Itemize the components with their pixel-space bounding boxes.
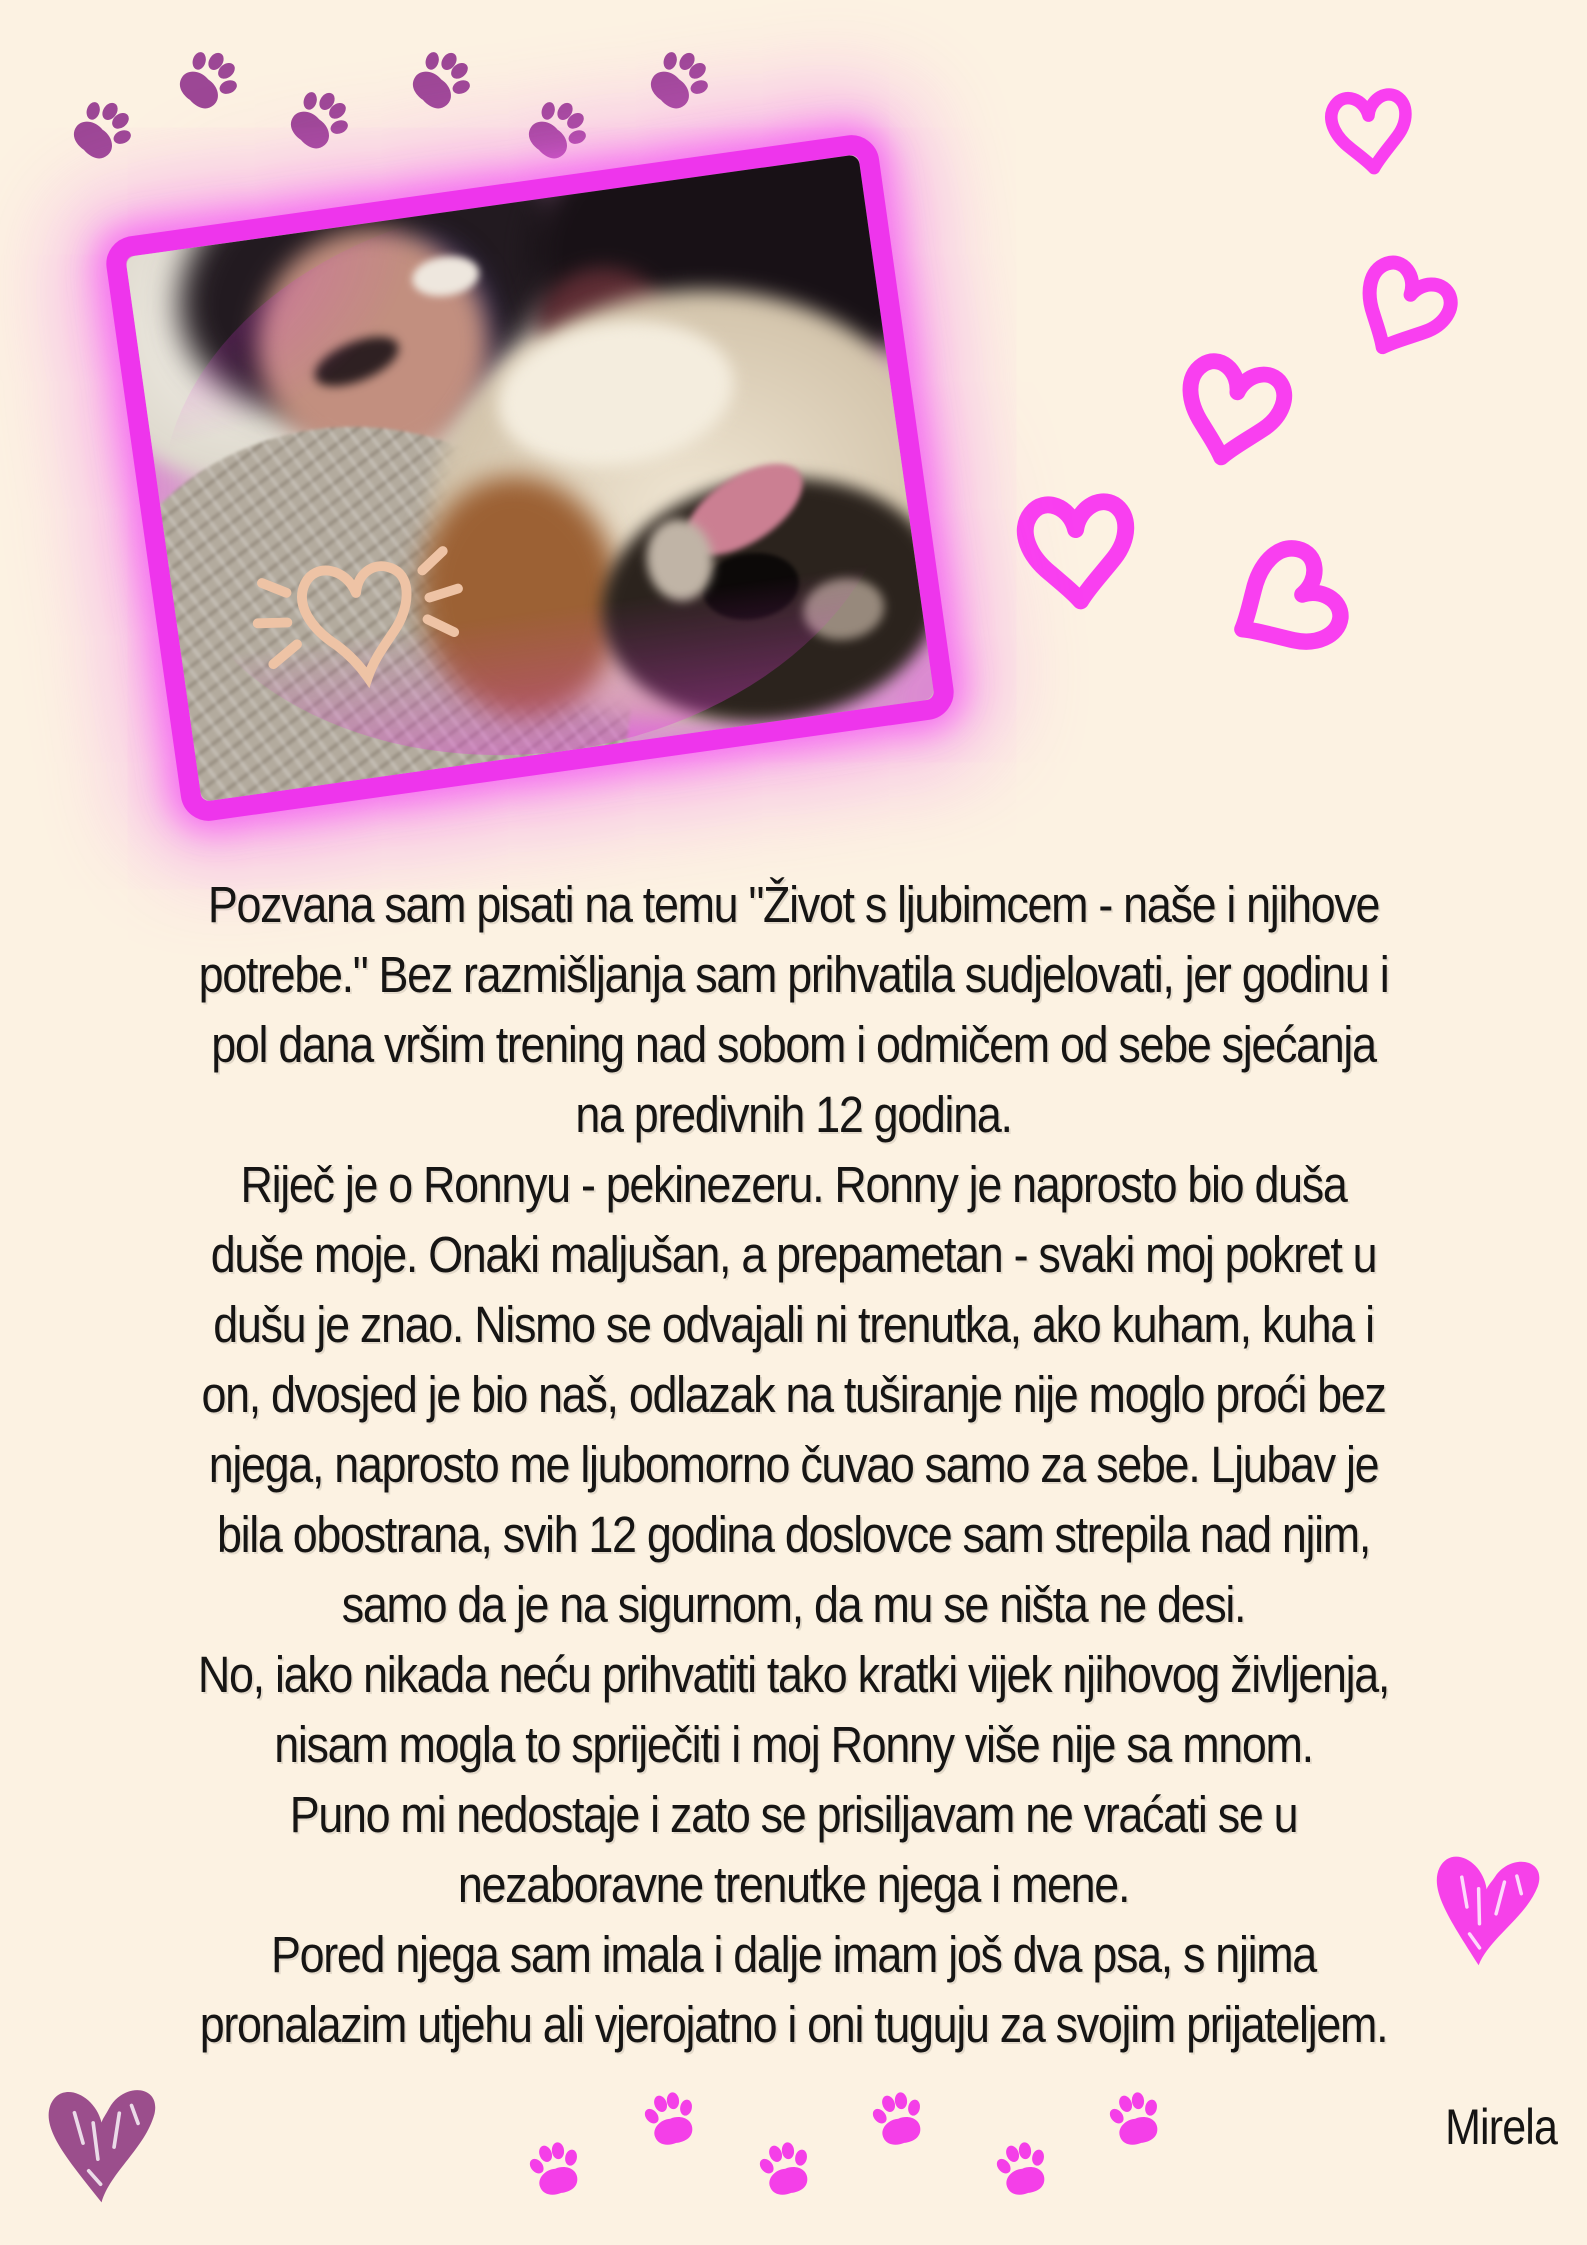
story-line: potrebe." Bez razmišljanja sam prihvatila sudjelovati, jer godinu i — [198, 946, 1389, 1003]
story-line: nezaboravne trenutke njega i mene. — [457, 1856, 1130, 1913]
story-text — [130, 870, 1456, 2060]
heart-icon — [1007, 474, 1147, 625]
heart-icon — [1157, 329, 1308, 490]
story-line: bila obostrana, svih 12 godina doslovce sam strepila nad njim, — [216, 1506, 1371, 1563]
story-line: dušu je znao. Nismo se odvajali ni trenutka, ako kuham, kuha i — [213, 1296, 1374, 1353]
story-line: na predivnih 12 godina. — [575, 1086, 1012, 1143]
paw-print-icon — [511, 85, 601, 175]
heart-icon — [1190, 512, 1381, 695]
story-line: duše moje. Onaki maljušan, a prepametan - svaki moj pokret u — [210, 1226, 1377, 1283]
story-line: samo da je na sigurnom, da mu se ništa ne desi. — [341, 1576, 1246, 1633]
story-line: pol dana vršim trening nad sobom i odmičem od sebe sjećanja — [211, 1016, 1376, 1073]
signature: Mirela — [1445, 2099, 1557, 2155]
paw-print-icon — [1100, 2085, 1170, 2155]
photo-frame — [103, 132, 958, 825]
story-line: on, dvosjed je bio naš, odlazak na tuširanje nije moglo proći bez — [201, 1366, 1386, 1423]
paw-print-icon — [395, 35, 485, 125]
photo-woman-with-pekingese — [125, 154, 934, 802]
paw-print-icon — [273, 75, 363, 165]
story-line: Pozvana sam pisati na temu "Život s ljubimcem - naše i njihove — [207, 876, 1380, 933]
story-line: nisam mogla to spriječiti i moj Ronny više nije sa mnom. — [274, 1716, 1313, 1773]
story-line: njega, naprosto me ljubomorno čuvao samo za sebe. Ljubav je — [208, 1436, 1379, 1493]
paw-print-icon — [635, 2085, 705, 2155]
heart-icon — [1416, 1823, 1558, 1994]
paw-print-icon — [863, 2085, 933, 2155]
heart-icon — [1329, 233, 1478, 384]
paw-print-icon — [987, 2135, 1057, 2205]
paw-print-icon — [750, 2135, 820, 2205]
story-line: Pored njega sam imala i dalje imam još dva psa, s njima — [271, 1926, 1316, 1983]
story-line: No, iako nikada neću prihvatiti tako kratki vijek njihovog življenja, — [197, 1646, 1390, 1703]
shining-heart-doodle-icon — [231, 499, 486, 726]
story-line: Puno mi nedostaje i zato se prisiljavam ne vraćati se u — [289, 1786, 1298, 1843]
paw-print-icon — [520, 2135, 590, 2205]
heart-icon — [30, 2054, 179, 2229]
story-line: Riječ je o Ronnyu - pekinezeru. Ronny je naprosto bio duša — [240, 1156, 1347, 1213]
paw-print-icon — [56, 85, 146, 175]
paw-print-icon — [633, 35, 723, 125]
paw-print-icon — [162, 35, 252, 125]
story-line: pronalazim utjehu ali vjerojatno i oni tuguju za svojim prijateljem. — [199, 1996, 1388, 2053]
heart-icon — [1317, 75, 1423, 184]
